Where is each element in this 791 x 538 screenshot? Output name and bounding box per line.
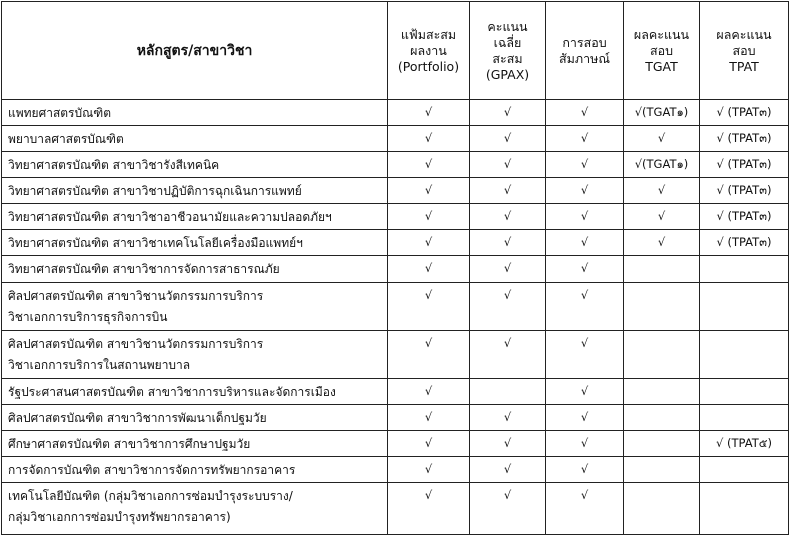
portfolio-mark-cell: √ bbox=[388, 204, 470, 230]
table-row bbox=[2, 456, 789, 482]
course-name-line: วิทยาศาสตรบัณฑิต สาขาวิชาอาชีวอนามัยและความปลอดภัยฯ bbox=[8, 210, 332, 225]
tpat-mark-cell bbox=[700, 404, 789, 430]
gpax-mark-cell: √ bbox=[470, 204, 546, 230]
course-name-line: ศิลปศาสตรบัณฑิต สาขาวิชานวัตกรรมการบริการ bbox=[8, 288, 264, 303]
course-name-line: พยาบาลศาสตรบัณฑิต bbox=[8, 132, 124, 147]
tgat-mark-cell bbox=[624, 330, 700, 378]
course-name-cell bbox=[2, 282, 388, 330]
interview-mark-cell: √ bbox=[546, 330, 624, 378]
portfolio-mark-cell: √ bbox=[388, 482, 470, 534]
course-name-cell bbox=[2, 126, 388, 152]
header-line: (GPAX) bbox=[485, 66, 530, 82]
gpax-mark-cell: √ bbox=[470, 126, 546, 152]
gpax-mark-cell: √ bbox=[470, 100, 546, 126]
header-line: คะแนน bbox=[487, 18, 528, 34]
tgat-mark-cell: √ bbox=[624, 178, 700, 204]
tpat-mark-cell bbox=[700, 456, 789, 482]
header-line: แฟ้มสะสม bbox=[400, 26, 457, 42]
course-name-line: วิทยาศาสตรบัณฑิต สาขาวิชาปฏิบัติการฉุกเฉินการแพทย์ bbox=[8, 184, 302, 199]
tpat-mark-cell: √ (TPAT๓) bbox=[700, 230, 789, 256]
header-line: การสอบ bbox=[562, 34, 607, 50]
tpat-mark-cell: √ (TPAT๓) bbox=[700, 178, 789, 204]
tgat-mark-cell bbox=[624, 378, 700, 404]
interview-mark-cell: √ bbox=[546, 482, 624, 534]
course-name-line: รัฐประศาสนศาสตรบัณฑิต สาขาวิชาการบริหารและจัดการเมือง bbox=[8, 384, 336, 399]
course-name-line: วิชาเอกการบริการในสถานพยาบาล bbox=[8, 357, 191, 372]
table-row bbox=[2, 282, 789, 330]
table-row bbox=[2, 100, 789, 126]
header-line: (Portfolio) bbox=[397, 58, 460, 74]
header-tpat bbox=[700, 2, 789, 100]
portfolio-mark-cell: √ bbox=[388, 330, 470, 378]
interview-mark-cell: √ bbox=[546, 378, 624, 404]
header-line: หลักสูตร/สาขาวิชา bbox=[136, 42, 253, 59]
interview-mark-cell: √ bbox=[546, 152, 624, 178]
table-row bbox=[2, 430, 789, 456]
course-name-cell bbox=[2, 330, 388, 378]
table-row bbox=[2, 482, 789, 534]
tpat-mark-cell bbox=[700, 282, 789, 330]
course-name-cell bbox=[2, 178, 388, 204]
course-name-line: ศึกษาศาสตรบัณฑิต สาขาวิชาการศึกษาปฐมวัย bbox=[8, 436, 251, 451]
interview-mark-cell: √ bbox=[546, 100, 624, 126]
interview-mark-cell: √ bbox=[546, 456, 624, 482]
header-row bbox=[2, 2, 789, 100]
portfolio-mark-cell: √ bbox=[388, 230, 470, 256]
table-row bbox=[2, 404, 789, 430]
table-row bbox=[2, 230, 789, 256]
interview-mark-cell: √ bbox=[546, 230, 624, 256]
portfolio-mark-cell: √ bbox=[388, 256, 470, 282]
tpat-mark-cell bbox=[700, 256, 789, 282]
table-row bbox=[2, 178, 789, 204]
interview-mark-cell: √ bbox=[546, 256, 624, 282]
header-line: TGAT bbox=[645, 58, 678, 74]
gpax-mark-cell: √ bbox=[470, 178, 546, 204]
header-line: ผลคะแนน bbox=[716, 26, 772, 42]
header-line: เฉลี่ย bbox=[493, 34, 522, 50]
gpax-mark-cell: √ bbox=[470, 404, 546, 430]
course-name-cell bbox=[2, 204, 388, 230]
tpat-mark-cell bbox=[700, 378, 789, 404]
header-line: TPAT bbox=[729, 58, 759, 74]
header-line: สอบ bbox=[732, 42, 756, 58]
table-row bbox=[2, 256, 789, 282]
tpat-mark-cell: √ (TPAT๓) bbox=[700, 204, 789, 230]
gpax-mark-cell: √ bbox=[470, 256, 546, 282]
tpat-mark-cell: √ (TPAT๕) bbox=[700, 430, 789, 456]
course-name-cell bbox=[2, 230, 388, 256]
course-name-line: วิทยาศาสตรบัณฑิต สาขาวิชาเทคโนโลยีเครื่องมือแพทย์ฯ bbox=[8, 236, 303, 251]
portfolio-mark-cell: √ bbox=[388, 430, 470, 456]
tgat-mark-cell: √ bbox=[624, 204, 700, 230]
course-name-line: วิชาเอกการบริการธุรกิจการบิน bbox=[8, 309, 168, 324]
gpax-mark-cell: √ bbox=[470, 330, 546, 378]
header-tgat bbox=[624, 2, 700, 100]
tgat-mark-cell bbox=[624, 256, 700, 282]
table-row bbox=[2, 378, 789, 404]
table-row bbox=[2, 204, 789, 230]
portfolio-mark-cell: √ bbox=[388, 152, 470, 178]
tgat-mark-cell: √ bbox=[624, 230, 700, 256]
interview-mark-cell: √ bbox=[546, 282, 624, 330]
header-line: ผลงาน bbox=[410, 42, 447, 58]
table-row bbox=[2, 126, 789, 152]
header-course bbox=[2, 2, 388, 100]
tgat-mark-cell bbox=[624, 282, 700, 330]
course-name-cell bbox=[2, 100, 388, 126]
header-line: ผลคะแนน bbox=[633, 26, 690, 42]
gpax-mark-cell: √ bbox=[470, 430, 546, 456]
interview-mark-cell: √ bbox=[546, 430, 624, 456]
header-gpax bbox=[470, 2, 546, 100]
course-name-line: วิทยาศาสตรบัณฑิต สาขาวิชารังสีเทคนิค bbox=[8, 158, 220, 173]
interview-mark-cell: √ bbox=[546, 204, 624, 230]
portfolio-mark-cell: √ bbox=[388, 378, 470, 404]
table-row bbox=[2, 152, 789, 178]
tgat-mark-cell: √(TGAT๑) bbox=[624, 152, 700, 178]
admission-criteria-table bbox=[1, 1, 789, 535]
gpax-mark-cell: √ bbox=[470, 152, 546, 178]
course-name-line: ศิลปศาสตรบัณฑิต สาขาวิชานวัตกรรมการบริการ bbox=[8, 336, 264, 351]
course-name-cell bbox=[2, 378, 388, 404]
interview-mark-cell: √ bbox=[546, 178, 624, 204]
gpax-mark-cell: √ bbox=[470, 282, 546, 330]
tpat-mark-cell bbox=[700, 330, 789, 378]
header-line: สัมภาษณ์ bbox=[559, 50, 610, 66]
course-name-cell bbox=[2, 456, 388, 482]
course-name-cell bbox=[2, 152, 388, 178]
tpat-mark-cell: √ (TPAT๓) bbox=[700, 152, 789, 178]
portfolio-mark-cell: √ bbox=[388, 178, 470, 204]
course-name-cell bbox=[2, 404, 388, 430]
tgat-mark-cell bbox=[624, 430, 700, 456]
table-row bbox=[2, 330, 789, 378]
header-interview bbox=[546, 2, 624, 100]
interview-mark-cell: √ bbox=[546, 126, 624, 152]
course-name-cell bbox=[2, 256, 388, 282]
course-name-line: เทคโนโลยีบัณฑิต (กลุ่มวิชาเอกการซ่อมบำรุงระบบราง/ bbox=[8, 488, 293, 503]
course-name-line: วิทยาศาสตรบัณฑิต สาขาวิชาการจัดการสาธารณภัย bbox=[8, 262, 280, 277]
header-portfolio bbox=[388, 2, 470, 100]
tgat-mark-cell: √ bbox=[624, 126, 700, 152]
course-name-line: แพทยศาสตรบัณฑิต bbox=[8, 106, 112, 120]
tgat-mark-cell bbox=[624, 482, 700, 534]
gpax-mark-cell bbox=[470, 378, 546, 404]
tgat-mark-cell: √(TGAT๑) bbox=[624, 100, 700, 126]
tpat-mark-cell: √ (TPAT๓) bbox=[700, 100, 789, 126]
course-name-line: การจัดการบัณฑิต สาขาวิชาการจัดการทรัพยากรอาคาร bbox=[8, 462, 296, 477]
tgat-mark-cell bbox=[624, 456, 700, 482]
portfolio-mark-cell: √ bbox=[388, 456, 470, 482]
course-name-cell bbox=[2, 430, 388, 456]
portfolio-mark-cell: √ bbox=[388, 100, 470, 126]
gpax-mark-cell: √ bbox=[470, 230, 546, 256]
gpax-mark-cell: √ bbox=[470, 482, 546, 534]
header-line: สะสม bbox=[492, 50, 523, 66]
tpat-mark-cell: √ (TPAT๓) bbox=[700, 126, 789, 152]
header-line: สอบ bbox=[649, 42, 674, 58]
portfolio-mark-cell: √ bbox=[388, 126, 470, 152]
course-name-line: กลุ่มวิชาเอกการซ่อมบำรุงทรัพยากรอาคาร) bbox=[8, 509, 231, 524]
portfolio-mark-cell: √ bbox=[388, 282, 470, 330]
course-name-line: ศิลปศาสตรบัณฑิต สาขาวิชาการพัฒนาเด็กปฐมวัย bbox=[8, 410, 267, 425]
tgat-mark-cell bbox=[624, 404, 700, 430]
course-name-cell bbox=[2, 482, 388, 534]
portfolio-mark-cell: √ bbox=[388, 404, 470, 430]
gpax-mark-cell: √ bbox=[470, 456, 546, 482]
tpat-mark-cell bbox=[700, 482, 789, 534]
interview-mark-cell: √ bbox=[546, 404, 624, 430]
table-body bbox=[2, 100, 789, 535]
